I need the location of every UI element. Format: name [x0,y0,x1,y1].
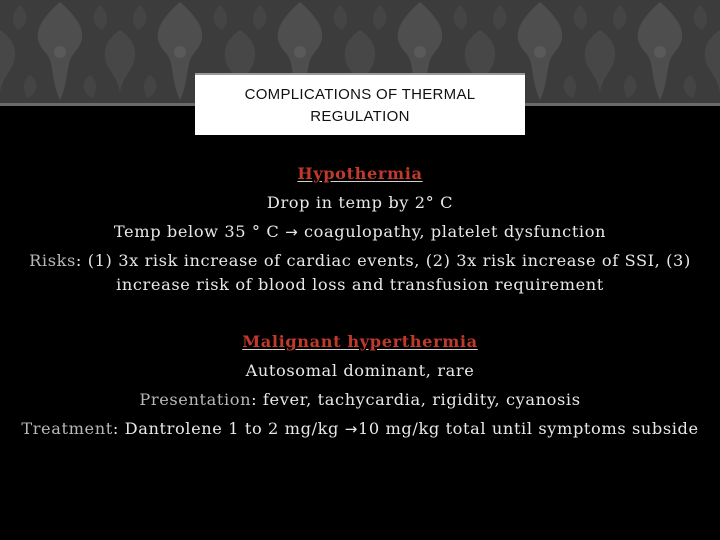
risks-text: : (1) 3x risk increase of cardiac events, (2) 3x risk increase of SSI, (3) increase risk of blood loss and transfusion requirement [75,251,691,294]
treatment-pre: : Dantrolene 1 to 2 mg/kg [112,419,345,438]
hypothermia-line-2-post: coagulopathy, platelet dysfunction [298,222,607,241]
title-box [195,73,525,135]
slide-body [20,162,700,446]
presentation-label: Presentation [139,390,252,409]
hypothermia-line-1: Drop in temp by 2° C [266,193,454,212]
hypothermia-line-2 [20,220,700,244]
hypothermia-heading: Hypothermia [297,164,423,183]
section-spacer [20,302,700,330]
treatment-label: Treatment [21,419,113,438]
title-line-1: COMPLICATIONS OF THERMAL [244,86,476,103]
treatment-post: 10 mg/kg total until symptoms subside [357,419,699,438]
arrow-right-icon: → [344,420,358,438]
malignant-heading: Malignant hyperthermia [242,332,478,351]
arrow-right-icon: → [285,223,299,241]
malignant-presentation [20,388,700,412]
title-line-2: REGULATION [310,108,410,125]
malignant-treatment [20,417,700,441]
hypothermia-risks [20,249,700,297]
presentation-text: : fever, tachycardia, rigidity, cyanosis [251,390,581,409]
hypothermia-line-2-pre: Temp below 35 ° C [113,222,286,241]
malignant-line-1: Autosomal dominant, rare [245,361,475,380]
slide-title [210,84,510,128]
risks-label: Risks [29,251,76,270]
